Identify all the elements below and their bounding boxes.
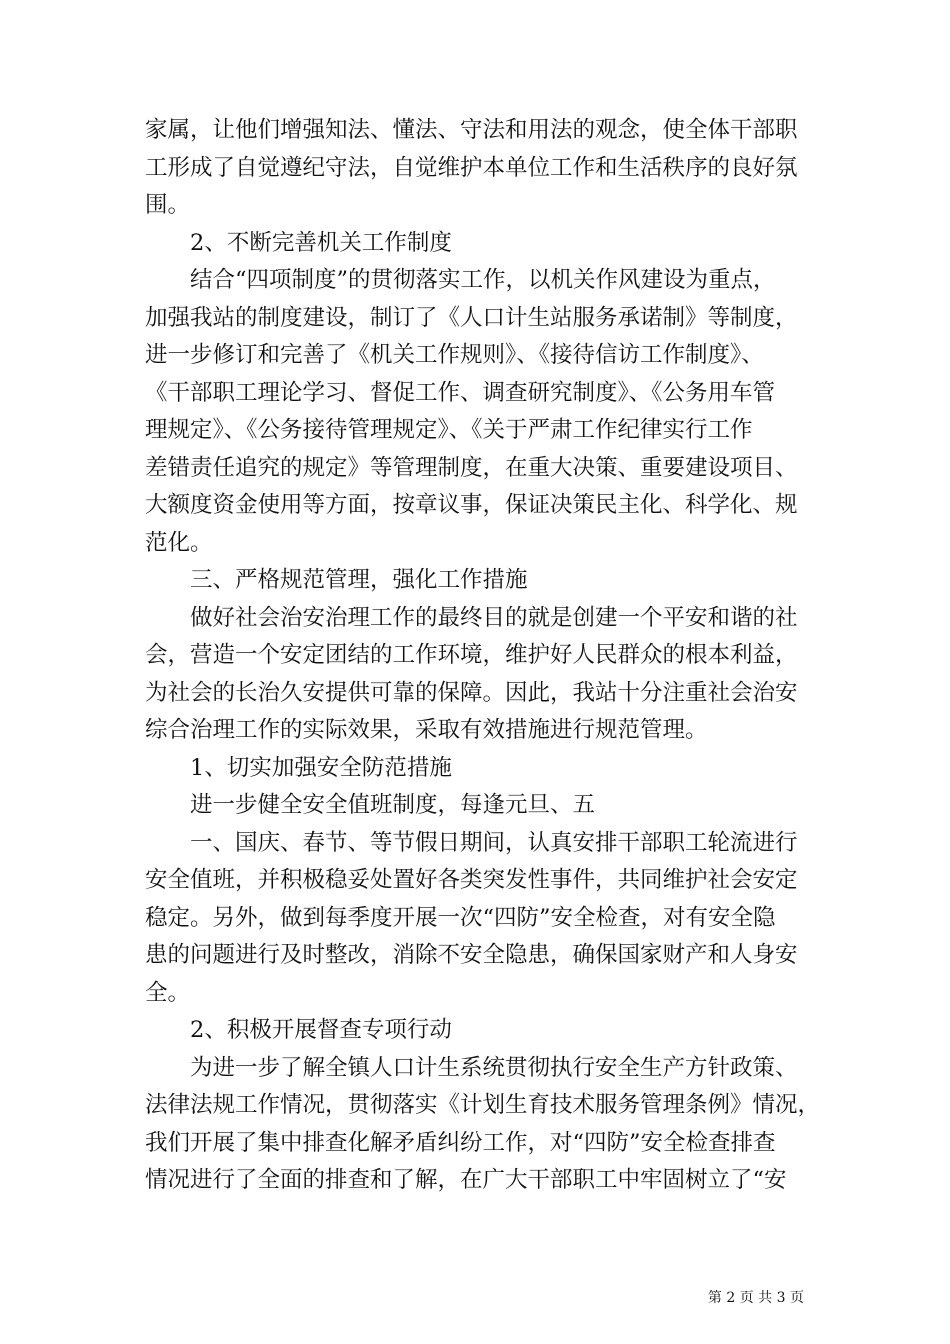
text-line: 进一步修订和完善了《机关工作规则》、《接待信访工作制度》、: [145, 342, 764, 368]
text-line: 1、切实加强安全防范措施: [190, 754, 452, 781]
text-line: 理规定》、《公务接待管理规定》、《关于严肃工作纪律实行工作: [145, 417, 753, 443]
text-line: 家属，让他们增强知法、懂法、守法和用法的观念，使全体干部职: [145, 117, 798, 143]
text-line: 为进一步了解全镇人口计生系统贯彻执行安全生产方针政策、: [190, 1054, 798, 1081]
text-line: 情况进行了全面的排查和了解，在广大干部职工中牢固树立了“安: [145, 1167, 787, 1193]
page-number: 第 2 页 共 3 页: [707, 1290, 804, 1306]
text-line: 工形成了自觉遵纪守法，自觉维护本单位工作和生活秩序的良好氛: [145, 154, 798, 181]
text-line: 差错责任追究的规定》等管理制度，在重大决策、重要建设项目、: [145, 454, 798, 481]
text-line: 加强我站的制度建设，制订了《人口计生站服务承诺制》等制度，: [145, 304, 798, 331]
text-line: 法律法规工作情况，贯彻落实《计划生育技术服务管理条例》情况，: [145, 1092, 821, 1118]
text-line: 2、积极开展督查专项行动: [190, 1017, 452, 1043]
text-line: 围。: [145, 192, 191, 218]
text-line: 《干部职工理论学习、督促工作、调查研究制度》、《公务用车管: [145, 379, 776, 406]
text-line: 为社会的长治久安提供可靠的保障。因此，我站十分注重社会治安: [145, 679, 798, 706]
document-text: [145, 112, 821, 1200]
text-line: 进一步健全安全值班制度，每逢元旦、五: [190, 792, 596, 818]
text-line: 综合治理工作的实际效果，采取有效措施进行规范管理。: [145, 717, 708, 743]
text-line: 三、严格规范管理，强化工作措施: [190, 567, 528, 593]
text-line: 大额度资金使用等方面，按章议事，保证决策民主化、科学化、规: [145, 492, 798, 518]
text-line: 我们开展了集中排查化解矛盾纠纷工作，对“四防”安全检查排查: [145, 1129, 776, 1156]
text-line: 会，营造一个安定团结的工作环境，维护好人民群众的根本利益，: [145, 642, 798, 668]
text-line: 做好社会治安治理工作的最终目的就是创建一个平安和谐的社: [190, 604, 798, 631]
text-line: 2、不断完善机关工作制度: [190, 229, 452, 256]
text-line: 稳定。另外，做到每季度开展一次“四防”安全检查，对有安全隐: [145, 904, 776, 931]
text-line: 患的问题进行及时整改，消除不安全隐患，确保国家财产和人身安: [145, 942, 798, 968]
text-line: 范化。: [145, 529, 213, 556]
document-body: [145, 112, 821, 1200]
text-line: 结合“四项制度”的贯彻落实工作，以机关作风建设为重点，: [190, 267, 776, 293]
text-line: 安全值班，并积极稳妥处置好各类突发性事件，共同维护社会安定: [145, 867, 798, 893]
text-line: 一、国庆、春节、等节假日期间，认真安排干部职工轮流进行: [190, 829, 798, 856]
text-line: 全。: [145, 979, 191, 1006]
